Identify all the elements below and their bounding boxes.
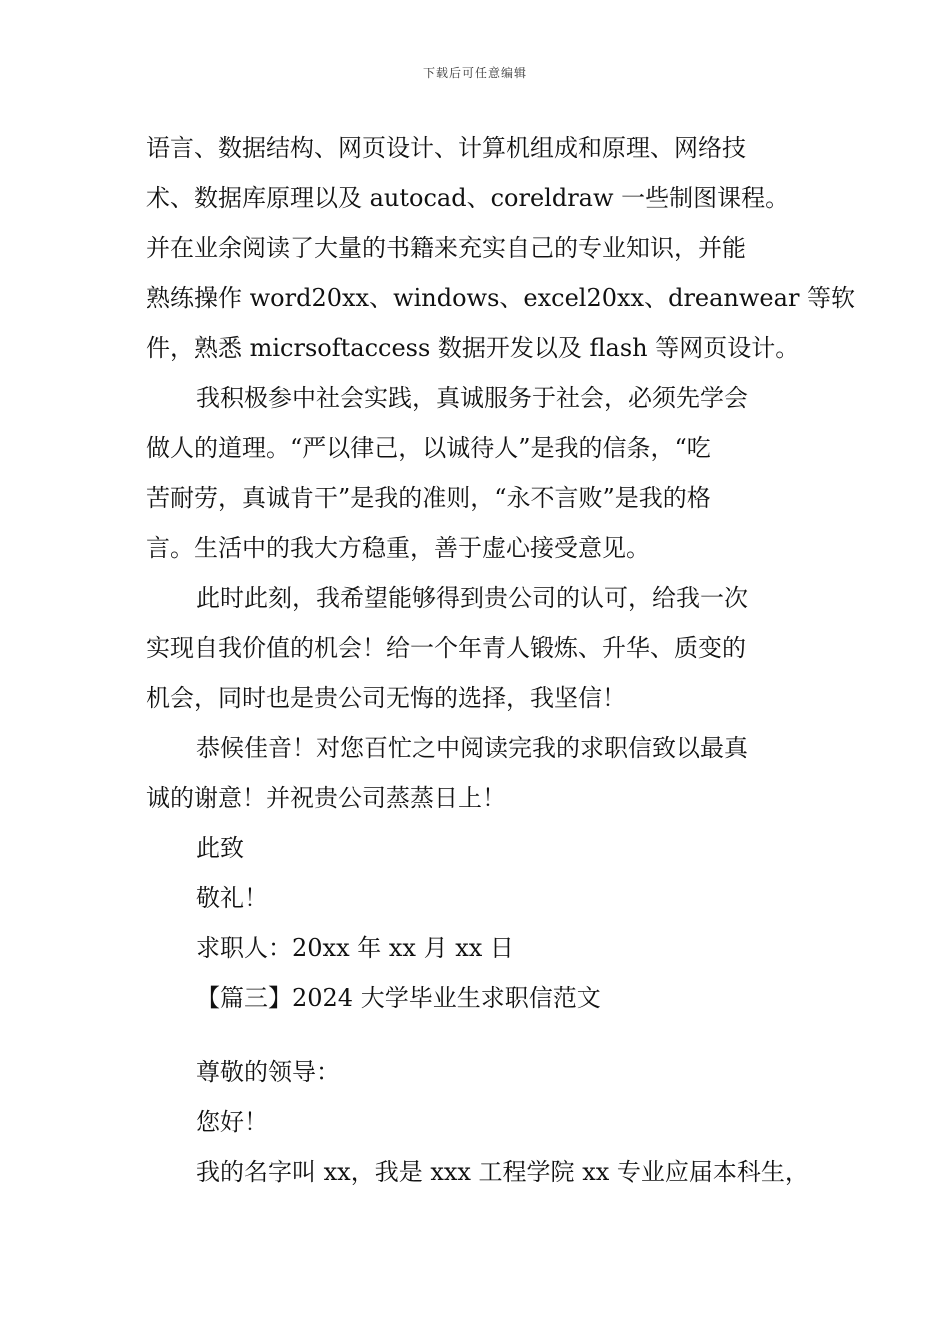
paragraph-social-practice: [146, 373, 822, 573]
text-line: 术、数据库原理以及 autocad、coreldraw 一些制图课程。: [146, 184, 790, 212]
signature-line: 求职人：20xx 年 xx 月 xx 日: [196, 934, 514, 962]
intro-line: 我的名字叫 xx，我是 xxx 工程学院 xx 专业应届本科生，: [196, 1158, 809, 1186]
text-line: 机会，同时也是贵公司无悔的选择，我坚信！: [146, 684, 626, 712]
document-body: [146, 123, 856, 1197]
section-heading: 【篇三】2024 大学毕业生求职信范文: [196, 984, 601, 1012]
greeting: 您好！: [196, 1108, 268, 1136]
text-line: 苦耐劳，真诚肯干”是我的准则，“永不言败”是我的格: [146, 484, 711, 512]
paragraph-hope: [146, 573, 822, 723]
closing-line-1: 此致: [196, 834, 244, 862]
text-line: 并在业余阅读了大量的书籍来充实自己的专业知识，并能: [146, 234, 746, 262]
text-line: 此时此刻，我希望能够得到贵公司的认可，给我一次: [196, 584, 748, 612]
paragraph-thanks: [146, 723, 822, 823]
text-line: 言。生活中的我大方稳重，善于虚心接受意见。: [146, 534, 650, 562]
closing-line-2: 敬礼！: [196, 884, 268, 912]
text-line: 做人的道理。“严以律己，以诚待人”是我的信条，“吃: [146, 434, 711, 462]
text-line: 语言、数据结构、网页设计、计算机组成和原理、网络技: [146, 134, 746, 162]
text-line: 我积极参中社会实践，真诚服务于社会，必须先学会: [196, 384, 748, 412]
paragraph-skills: [146, 123, 856, 373]
page-header-note: 下载后可任意编辑: [422, 66, 527, 80]
text-line: 熟练操作 word20xx、windows、excel20xx、dreanwear 等软: [146, 284, 856, 312]
spacer: [146, 1023, 822, 1047]
text-line: 恭候佳音！对您百忙之中阅读完我的求职信致以最真: [196, 734, 748, 762]
salutation: 尊敬的领导：: [196, 1058, 340, 1086]
text-line: 件，熟悉 micrsoftaccess 数据开发以及 flash 等网页设计。: [146, 334, 800, 362]
text-line: 诚的谢意！并祝贵公司蒸蒸日上！: [146, 784, 506, 812]
text-line: 实现自我价值的机会！给一个年青人锻炼、升华、质变的: [146, 634, 746, 662]
